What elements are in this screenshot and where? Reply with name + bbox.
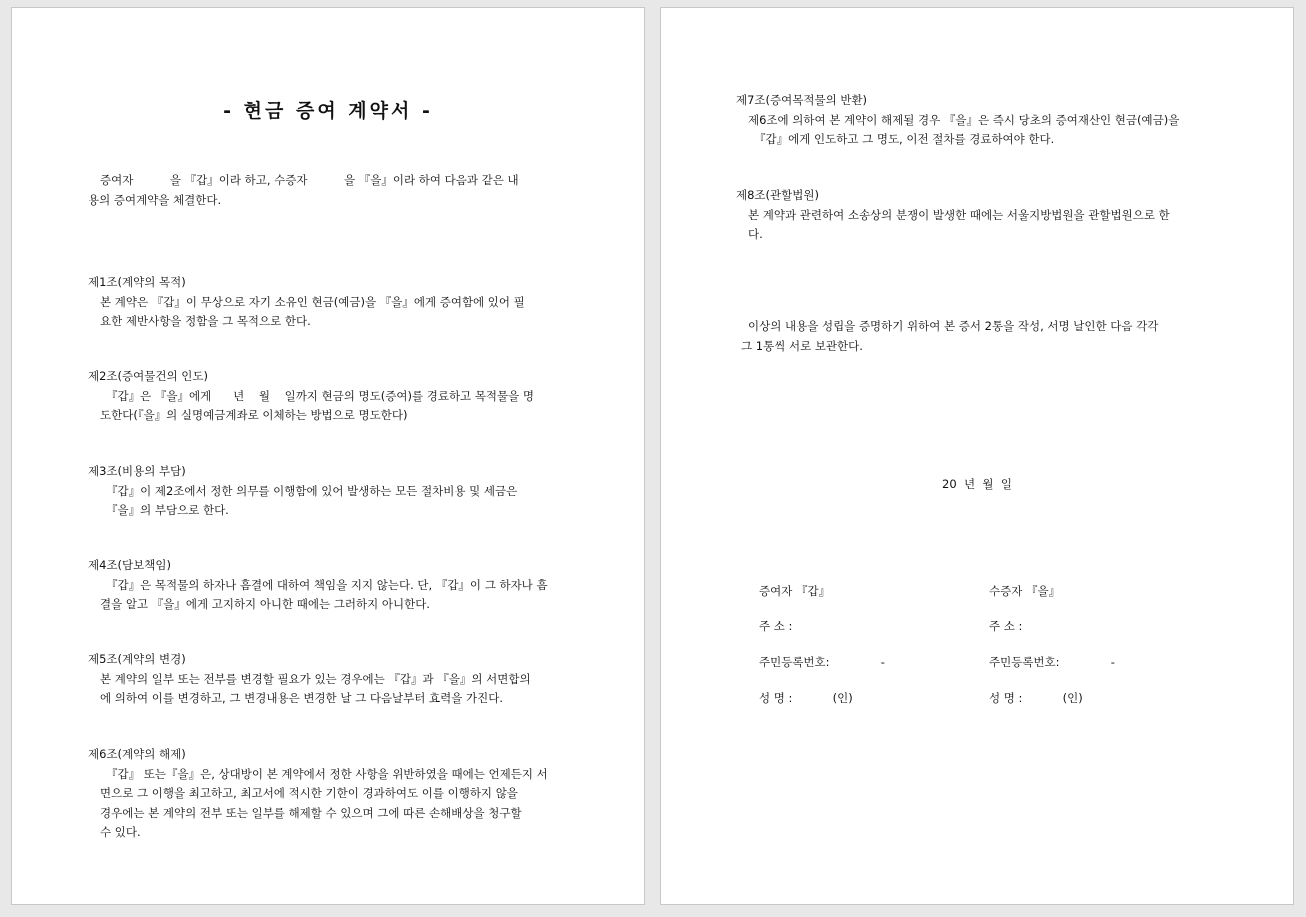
- article-3-line-2: 『을』의 부담으로 한다.: [106, 503, 229, 517]
- article-6-heading: 제6조(계약의 해제): [88, 747, 186, 761]
- article-4: [88, 556, 578, 615]
- article-6-line-2: 면으로 그 이행을 최고하고, 최고서에 적시한 기한이 경과하여도 이를 이행하지 않을: [100, 786, 518, 800]
- article-1-line-1: 본 계약은 『갑』이 무상으로 자기 소유인 현금(예금)을 『을』에게 증여함에 있어 필: [100, 294, 525, 309]
- donee-label: 수증자 『을』: [989, 584, 1061, 598]
- article-6-line-4: 수 있다.: [100, 825, 141, 839]
- article-1-line-2: 요한 제반사항을 정함을 그 목적으로 한다.: [100, 314, 311, 328]
- donor-label: 증여자 『갑』: [759, 584, 831, 598]
- article-8-line-2: 다.: [748, 227, 763, 241]
- contract-date: 20 년 월 일: [942, 477, 1012, 491]
- article-5-heading: 제5조(계약의 변경): [88, 652, 186, 666]
- article-5: [88, 650, 578, 709]
- article-4-heading: 제4조(담보책임): [88, 558, 171, 572]
- article-3-line-1: 『갑』이 제2조에서 정한 의무를 이행함에 있어 발생하는 모든 절차비용 및 세금은: [106, 483, 518, 498]
- page-2: [660, 7, 1294, 905]
- closing-line-2: 그 1통씩 서로 보관한다.: [741, 338, 863, 353]
- article-6-line-3: 경우에는 본 계약의 전부 또는 일부를 해제할 수 있으며 그에 따른 손해배상을 청구할: [100, 805, 522, 820]
- article-2-line-1: 『갑』은 『을』에게 년 월 일까지 현금의 명도(증여)를 경료하고 목적물을 명: [106, 388, 535, 403]
- donee-name: 성 명 : (인): [989, 691, 1083, 705]
- article-2: [88, 367, 578, 426]
- intro-paragraph: [88, 171, 578, 210]
- document-title: - 현금 증여 계약서 -: [223, 100, 433, 122]
- intro-line-2: 용의 증여계약을 체결한다.: [88, 192, 222, 207]
- article-1-heading: 제1조(계약의 목적): [88, 275, 186, 289]
- article-8-heading: 제8조(관할법원): [736, 188, 819, 202]
- donor-address: 주 소 :: [759, 619, 793, 633]
- article-7-heading: 제7조(증여목적물의 반환): [736, 93, 868, 107]
- article-8: [736, 186, 1226, 245]
- article-6-line-1: 『갑』 또는『을』은, 상대방이 본 계약에서 정한 사항을 위반하였을 때에는 언제든지 서: [106, 766, 548, 781]
- article-7-line-2: 『갑』에게 인도하고 그 명도, 이전 절차를 경료하여야 한다.: [754, 132, 1055, 146]
- article-2-heading: 제2조(증여물건의 인도): [88, 369, 208, 383]
- closing-line-1: 이상의 내용을 성립을 증명하기 위하여 본 증서 2통을 작성, 서명 날인한 다음 각각: [748, 319, 1159, 333]
- intro-line-1: 증여자 을 『갑』이라 하고, 수증자 을 『을』이라 하여 다음과 같은 내: [100, 173, 519, 187]
- donee-address: 주 소 :: [989, 619, 1023, 633]
- page-1: [11, 7, 645, 905]
- article-3-heading: 제3조(비용의 부담): [88, 464, 186, 478]
- article-7-line-1: 제6조에 의하여 본 계약이 해제될 경우 『을』은 즉시 당초의 증여재산인 현금(예금)을: [748, 112, 1180, 127]
- article-5-line-1: 본 계약의 일부 또는 전부를 변경할 필요가 있는 경우에는 『갑』과 『을』의 서면합의: [100, 671, 531, 686]
- article-5-line-2: 에 의하여 이를 변경하고, 그 변경내용은 변경한 날 그 다음날부터 효력을 가진다.: [100, 691, 504, 705]
- donee-id-number: 주민등록번호: -: [989, 655, 1115, 669]
- article-2-line-2: 도한다(『을』의 실명예금계좌로 이체하는 방법으로 명도한다): [100, 408, 408, 422]
- donor-id-number: 주민등록번호: -: [759, 655, 885, 669]
- donor-name: 성 명 : (인): [759, 691, 853, 705]
- article-8-line-1: 본 계약과 관련하여 소송상의 분쟁이 발생한 때에는 서울지방법원을 관할법원으로 한: [748, 207, 1170, 222]
- article-4-line-1: 『갑』은 목적물의 하자나 흠결에 대하여 책임을 지지 않는다. 단, 『갑』이 그 하자나 흠: [106, 577, 548, 592]
- article-7: [736, 91, 1226, 150]
- article-3: [88, 462, 578, 521]
- closing-paragraph: [736, 317, 1226, 356]
- article-6: [88, 745, 578, 843]
- article-1: [88, 273, 578, 332]
- article-4-line-2: 결을 알고 『을』에게 고지하지 아니한 때에는 그러하지 아니한다.: [100, 597, 430, 611]
